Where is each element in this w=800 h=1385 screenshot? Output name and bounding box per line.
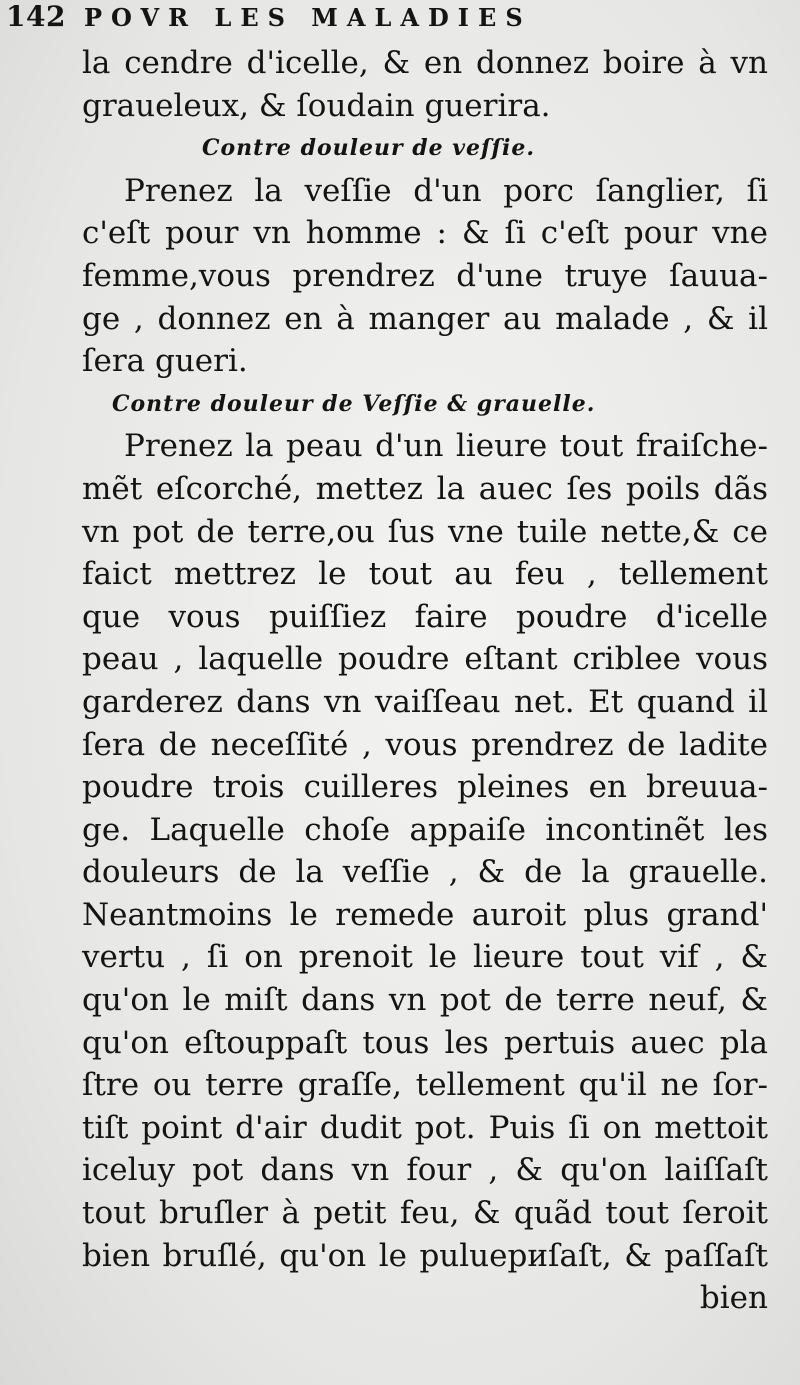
text-line: poudre trois cuilleres pleines en breuua- [82,769,768,806]
text-line: peau , laquelle poudre eſtant criblee vous [82,641,768,678]
text-line: graueleux, & ſoudain guerira. [82,87,551,124]
text-line: Prenez la veſſie d'un porc ſanglier, ſi [124,172,768,209]
body-text [82,42,768,1320]
catchword: bien [699,1280,768,1317]
text-line: c'eſt pour vn homme : & ſi c'eſt pour vne [82,215,768,252]
text-line: ſera gueri. [82,343,248,380]
text-line: vn pot de terre,ou ſus vne tuile nette,& ce [82,513,768,550]
section-heading: Contre douleur de Veſſie & grauelle. [112,390,596,417]
text-line: tout bruſler à petit feu, & quãd tout ſeroit [82,1195,768,1232]
text-line: que vous puiſſiez faire poudre d'icelle [82,598,768,635]
text-line: Neantmoins le remede auroit plus grand' [82,896,768,933]
section-heading: Contre douleur de veſſie. [202,135,535,162]
text-line: qu'on le miſt dans vn pot de terre neuf, & [82,982,768,1019]
text-line: qu'on eſtouppaſt tous les pertuis auec pla [82,1024,768,1061]
text-line: la cendre d'icelle, & en donnez boire à vn [82,45,768,81]
running-title: POVR LES MALADIES [84,3,532,32]
text-line: femme,vous prendrez d'une truye ſauua- [82,257,768,294]
text-line: iceluy pot dans vn four , & qu'on laiſſaſt [82,1152,768,1189]
page-number: 142 [6,0,66,33]
text-line: douleurs de la veſſie , & de la grauelle. [82,854,768,891]
text-line: faict mettrez le tout au feu , tellement [82,556,768,593]
text-line: ge , donnez en à manger au malade , & il [82,300,768,337]
text-line: ge. Laquelle choſe appaiſe incontinẽt les [82,811,768,848]
running-head [6,0,786,34]
text-line: garderez dans vn vaiſſeau net. Et quand il [82,683,768,720]
text-line: bien bruſlé, qu'on le puluериſaſt, & paſſaſt [82,1237,768,1274]
text-line: mẽt eſcorché, mettez la auec ſes poils dãs [82,470,768,507]
text-line: ſtre ou terre graſſe, tellement qu'il ne ſor- [82,1067,768,1104]
text-line: tiſt point d'air dudit pot. Puis ſi on mettoit [82,1109,768,1146]
text-line: ſera de neceſſité , vous prendrez de ladite [82,726,768,763]
text-line: Prenez la peau d'un lieure tout fraiſche- [124,428,768,465]
text-line: vertu , ſi on prenoit le lieure tout vif , & [82,939,768,976]
